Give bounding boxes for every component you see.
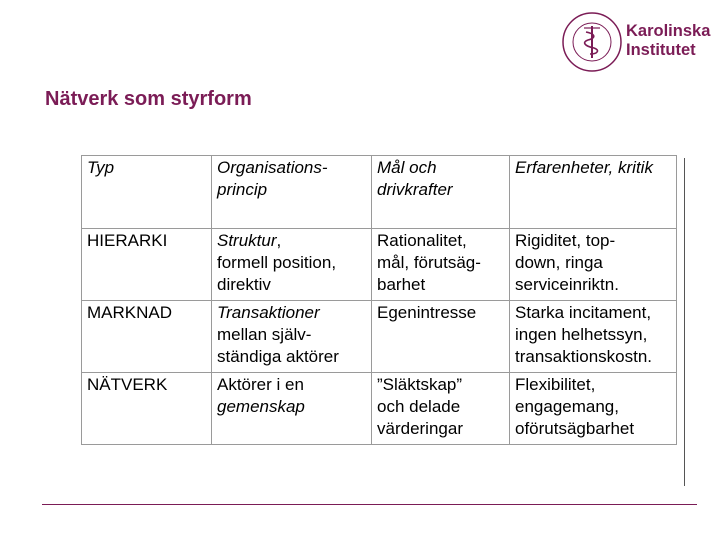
cell-principle-italic: Struktur: [217, 231, 277, 250]
cell-principle: [212, 373, 372, 445]
header-c3-line1: Mål och: [377, 158, 437, 177]
header-erfarenheter-kritik: [510, 156, 677, 229]
header-c4-text: Erfarenheter, kritik: [515, 158, 653, 177]
cell-experience-line3: transaktionskostn.: [515, 347, 653, 366]
logo-wordmark: [626, 22, 710, 60]
cell-type: [82, 373, 212, 445]
header-typ: [82, 156, 212, 229]
cell-goals-line1: Rationalitet,: [377, 231, 467, 250]
cell-principle-line2: mellan själv-: [217, 325, 312, 344]
karolinska-logo: [560, 10, 710, 74]
header-c2-line2: princip: [217, 180, 268, 199]
cell-type-text: MARKNAD: [87, 303, 173, 322]
cell-goals: [372, 229, 510, 301]
cell-principle: [212, 229, 372, 301]
cell-goals-line1: Egenintresse: [377, 303, 477, 322]
logo-name-line2: Institutet: [626, 41, 696, 59]
cell-type-text: HIERARKI: [87, 231, 168, 250]
header-c2-line1: Organisations-: [217, 158, 328, 177]
cell-experience-line3: serviceinriktn.: [515, 275, 619, 294]
table-row: [82, 373, 677, 445]
cell-experience-line1: Rigiditet, top-: [515, 231, 616, 250]
cell-principle-line1: Aktörer i en: [217, 375, 304, 394]
comparison-table-wrap: [81, 155, 677, 445]
cell-goals-line1: ”Släktskap”: [377, 375, 463, 394]
cell-experience-line3: oförutsägbarhet: [515, 419, 635, 438]
vertical-divider: [684, 158, 685, 486]
header-typ-text: Typ: [87, 158, 115, 177]
cell-experience-line1: Starka incitament,: [515, 303, 652, 322]
header-c3-line2: drivkrafter: [377, 180, 453, 199]
cell-goals-line2: och delade: [377, 397, 461, 416]
cell-principle-line2: formell position,: [217, 253, 337, 272]
cell-goals-line3: värderingar: [377, 419, 463, 438]
table-row: [82, 229, 677, 301]
footer-divider: [42, 504, 697, 505]
cell-principle: [212, 301, 372, 373]
cell-principle-line3: direktiv: [217, 275, 271, 294]
header-mal-och-drivkrafter: [372, 156, 510, 229]
cell-principle-italic: Transaktioner: [217, 303, 320, 322]
cell-experience-line1: Flexibilitet,: [515, 375, 596, 394]
slide-title: Nätverk som styrform: [45, 88, 252, 110]
cell-principle-comma: ,: [276, 231, 282, 250]
cell-experience: [510, 301, 677, 373]
cell-type: [82, 229, 212, 301]
table-row: [82, 301, 677, 373]
table-header-row: [82, 156, 677, 229]
ki-seal-icon: [560, 10, 624, 74]
logo-name-line1: Karolinska: [626, 22, 711, 40]
cell-experience: [510, 373, 677, 445]
cell-experience-line2: engagemang,: [515, 397, 619, 416]
cell-experience-line2: down, ringa: [515, 253, 603, 272]
cell-goals: [372, 301, 510, 373]
cell-principle-line3: ständiga aktörer: [217, 347, 339, 366]
cell-experience: [510, 229, 677, 301]
cell-type: [82, 301, 212, 373]
cell-goals-line3: barhet: [377, 275, 426, 294]
header-organisationsprincip: [212, 156, 372, 229]
cell-type-text: NÄTVERK: [87, 375, 168, 394]
cell-goals-line2: mål, förutsäg-: [377, 253, 481, 272]
cell-principle-italic: gemenskap: [217, 397, 305, 416]
cell-goals: [372, 373, 510, 445]
cell-experience-line2: ingen helhetssyn,: [515, 325, 648, 344]
comparison-table: [81, 155, 677, 445]
